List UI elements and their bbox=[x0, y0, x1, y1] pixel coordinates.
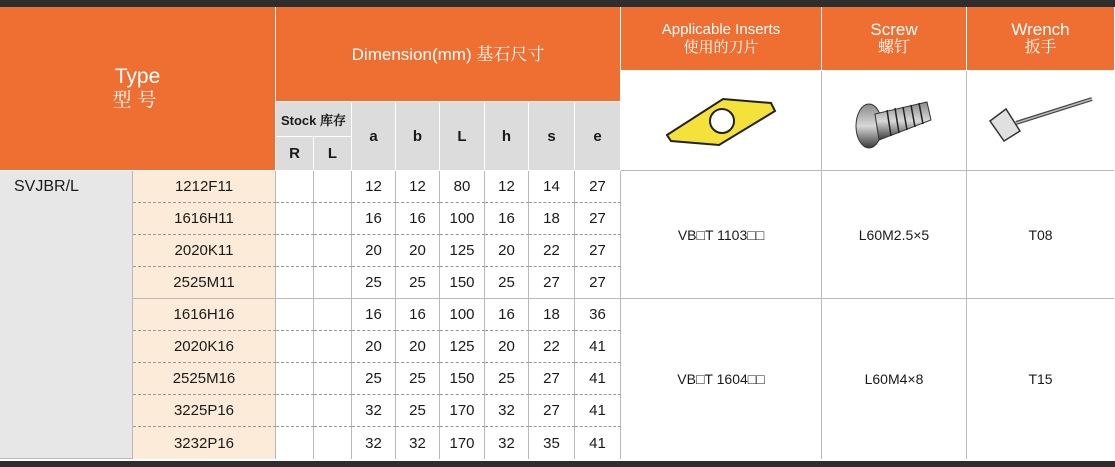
cell-b: 16 bbox=[396, 203, 440, 235]
cell-a: 25 bbox=[352, 267, 396, 299]
cell-l: 170 bbox=[440, 395, 485, 427]
screw-icon bbox=[849, 90, 939, 152]
stock-r-cell bbox=[276, 203, 314, 235]
insert-icon bbox=[661, 91, 781, 151]
stock-r-cell bbox=[276, 235, 314, 267]
stock-r-cell bbox=[276, 267, 314, 299]
cell-s: 22 bbox=[529, 331, 575, 363]
stock-l-cell bbox=[314, 267, 352, 299]
inserts-header-en: Applicable Inserts bbox=[661, 21, 781, 38]
cell-a: 16 bbox=[352, 299, 396, 331]
cell-a: 20 bbox=[352, 331, 396, 363]
stock-r-cell bbox=[276, 171, 314, 203]
wrench-group-1: T08 bbox=[967, 171, 1114, 299]
stock-l-cell bbox=[314, 299, 352, 331]
table-row-model: 2525M11 bbox=[133, 267, 276, 299]
cell-b: 25 bbox=[396, 267, 440, 299]
table-row-model: 3232P16 bbox=[133, 427, 276, 459]
cell-h: 32 bbox=[485, 427, 529, 459]
cell-e: 41 bbox=[575, 427, 621, 459]
cell-s: 18 bbox=[529, 203, 575, 235]
stock-r-cell bbox=[276, 363, 314, 395]
screw-group-1: L60M2.5×5 bbox=[822, 171, 967, 299]
type-header-en: Type bbox=[114, 65, 161, 88]
cell-e: 27 bbox=[575, 267, 621, 299]
cell-l: 150 bbox=[440, 363, 485, 395]
stock-r-header: R bbox=[276, 137, 314, 171]
cell-l: 100 bbox=[440, 203, 485, 235]
stock-l-cell bbox=[314, 171, 352, 203]
table-row-model: 1616H11 bbox=[133, 203, 276, 235]
cell-a: 12 bbox=[352, 171, 396, 203]
cell-a: 32 bbox=[352, 427, 396, 459]
cell-a: 25 bbox=[352, 363, 396, 395]
dimension-header-text: Dimension(mm) 基石尺寸 bbox=[351, 44, 545, 64]
wrench-group-2: T15 bbox=[1028, 371, 1053, 387]
wrench-header-cn: 扳手 bbox=[1024, 39, 1057, 56]
cell-l: 125 bbox=[440, 331, 485, 363]
cell-e: 27 bbox=[575, 235, 621, 267]
cell-b: 32 bbox=[396, 427, 440, 459]
bottom-bar bbox=[0, 461, 1115, 467]
cell-s: 27 bbox=[529, 267, 575, 299]
table-row-model: 2525M16 bbox=[133, 363, 276, 395]
cell-s: 14 bbox=[529, 171, 575, 203]
cell-l: 100 bbox=[440, 299, 485, 331]
cell-h: 16 bbox=[485, 299, 529, 331]
wrench-image bbox=[967, 71, 1114, 171]
cell-b: 25 bbox=[396, 363, 440, 395]
wrench-header-en: Wrench bbox=[1011, 20, 1070, 39]
stock-header: Stock 库存 bbox=[276, 102, 352, 137]
col-h-header: h bbox=[485, 102, 529, 171]
col-l-header: L bbox=[440, 102, 485, 171]
cell-l: 80 bbox=[440, 171, 485, 203]
cell-b: 20 bbox=[396, 331, 440, 363]
stock-r-cell bbox=[276, 299, 314, 331]
spec-table bbox=[0, 7, 1115, 461]
cell-h: 20 bbox=[485, 331, 529, 363]
stock-l-cell bbox=[314, 203, 352, 235]
table-row-model: 2020K11 bbox=[133, 235, 276, 267]
dimension-header bbox=[276, 7, 621, 102]
cell-s: 27 bbox=[529, 363, 575, 395]
cell-h: 16 bbox=[485, 203, 529, 235]
cell-b: 25 bbox=[396, 395, 440, 427]
table-row-model: 2020K16 bbox=[133, 331, 276, 363]
col-e-header: e bbox=[575, 102, 621, 171]
table-row-model: 1616H16 bbox=[133, 299, 276, 331]
stock-l-header: L bbox=[314, 137, 352, 171]
cell-e: 36 bbox=[575, 299, 621, 331]
insert-image bbox=[621, 71, 822, 171]
col-a-header: a bbox=[352, 102, 396, 171]
insert-group-1: VB□T 1103□□ bbox=[621, 171, 822, 299]
screw-image bbox=[822, 71, 967, 171]
cell-s: 35 bbox=[529, 427, 575, 459]
cell-l: 150 bbox=[440, 267, 485, 299]
top-bar bbox=[0, 0, 1115, 7]
cell-l: 170 bbox=[440, 427, 485, 459]
stock-l-cell bbox=[314, 331, 352, 363]
screw-header-en: Screw bbox=[870, 20, 918, 39]
cell-s: 27 bbox=[529, 395, 575, 427]
cell-e: 41 bbox=[575, 395, 621, 427]
inserts-header-cn: 使用的刀片 bbox=[683, 39, 759, 56]
table-row-model: 3225P16 bbox=[133, 395, 276, 427]
stock-l-cell bbox=[314, 363, 352, 395]
cell-b: 12 bbox=[396, 171, 440, 203]
table-row-model: 1212F11 bbox=[133, 171, 276, 203]
stock-l-cell bbox=[314, 427, 352, 459]
screw-header bbox=[822, 7, 967, 71]
cell-s: 22 bbox=[529, 235, 575, 267]
col-s-header: s bbox=[529, 102, 575, 171]
stock-r-cell bbox=[276, 395, 314, 427]
cell-b: 20 bbox=[396, 235, 440, 267]
cell-a: 32 bbox=[352, 395, 396, 427]
wrench-icon bbox=[986, 91, 1096, 151]
stock-l-cell bbox=[314, 235, 352, 267]
cell-s: 18 bbox=[529, 299, 575, 331]
stock-l-cell bbox=[314, 395, 352, 427]
cell-a: 16 bbox=[352, 203, 396, 235]
cell-e: 27 bbox=[575, 171, 621, 203]
screw-header-cn: 螺钉 bbox=[877, 39, 910, 56]
type-header bbox=[0, 7, 276, 171]
cell-l: 125 bbox=[440, 235, 485, 267]
cell-e: 41 bbox=[575, 331, 621, 363]
type-header-cn: 型号 bbox=[112, 90, 163, 111]
screw-group-2: L60M4×8 bbox=[822, 299, 967, 459]
cell-e: 41 bbox=[575, 363, 621, 395]
cell-h: 25 bbox=[485, 363, 529, 395]
stock-r-cell bbox=[276, 331, 314, 363]
stock-r-cell bbox=[276, 427, 314, 459]
cell-h: 12 bbox=[485, 171, 529, 203]
cell-h: 32 bbox=[485, 395, 529, 427]
wrench-header bbox=[967, 7, 1114, 71]
inserts-header bbox=[621, 7, 822, 71]
cell-h: 25 bbox=[485, 267, 529, 299]
cell-b: 16 bbox=[396, 299, 440, 331]
col-b-header: b bbox=[396, 102, 440, 171]
cell-a: 20 bbox=[352, 235, 396, 267]
cell-e: 27 bbox=[575, 203, 621, 235]
cell-h: 20 bbox=[485, 235, 529, 267]
insert-group-2: VB□T 1604□□ bbox=[621, 299, 822, 459]
type-name: SVJBR/L bbox=[0, 171, 133, 459]
